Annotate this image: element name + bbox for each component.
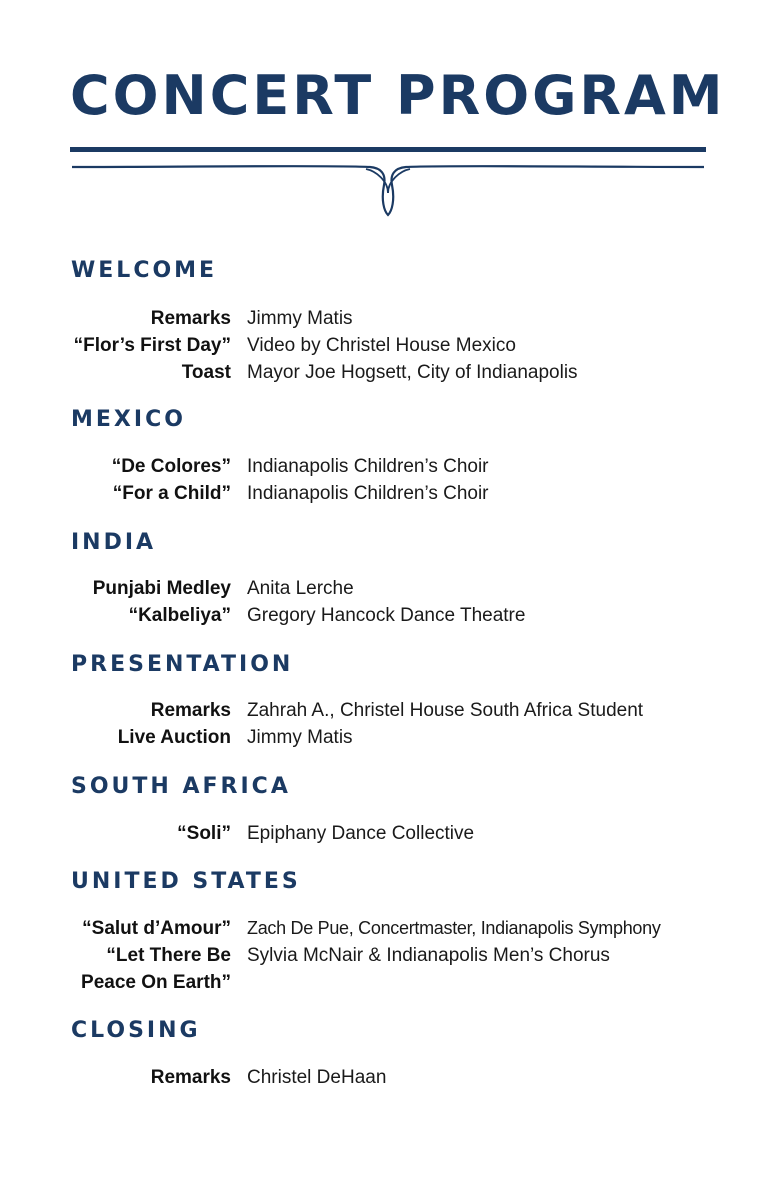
program-item-performer: Mayor Joe Hogsett, City of Indianapolis (247, 362, 578, 383)
program-item-label: Toast (181, 362, 231, 383)
program-row (0, 820, 776, 847)
section-heading-closing: CLOSING (71, 1018, 201, 1043)
program-item-performer: Christel DeHaan (247, 1067, 387, 1088)
program-item-performer: Video by Christel House Mexico (247, 335, 516, 356)
program-item-performer: Jimmy Matis (247, 308, 353, 329)
section-heading-south-africa: SOUTH AFRICA (71, 774, 291, 799)
program-item-performer: Epiphany Dance Collective (247, 823, 475, 844)
program-row (0, 305, 776, 332)
program-row (0, 602, 776, 629)
program-row (0, 332, 776, 359)
page-title: CONCERT PROGRAM (70, 64, 726, 127)
program-item-label: Punjabi Medley (92, 578, 231, 599)
program-item-performer: Indianapolis Children’s Choir (247, 483, 489, 504)
section-heading-mexico: MEXICO (71, 407, 186, 432)
program-item-label: “For a Child” (112, 483, 231, 504)
program-item-performer: Zahrah A., Christel House South Africa Student (247, 700, 644, 721)
program-item-performer: Anita Lerche (247, 578, 354, 599)
program-row (0, 359, 776, 386)
section-heading-presentation: PRESENTATION (71, 652, 294, 677)
program-item-performer: Gregory Hancock Dance Theatre (247, 605, 526, 626)
program-row (0, 480, 776, 507)
program-item-label: “Salut d’Amour” (82, 918, 231, 939)
program-item-label: “Let There Be Peace On Earth” (81, 945, 231, 993)
program-row (0, 697, 776, 724)
program-row (0, 942, 776, 996)
program-row (0, 453, 776, 480)
program-item-label: “Kalbeliya” (128, 605, 231, 626)
program-row (0, 575, 776, 602)
program-item-performer: Zach De Pue, Concertmaster, Indianapolis Symphony (247, 918, 661, 938)
program-item-label: Remarks (150, 700, 231, 721)
section-heading-welcome: WELCOME (71, 258, 218, 283)
program-item-performer: Sylvia McNair & Indianapolis Men’s Chorus (247, 945, 610, 966)
program-item-label: Remarks (150, 308, 231, 329)
title-divider-ornament (70, 145, 706, 220)
program-row (0, 724, 776, 751)
program-item-performer: Indianapolis Children’s Choir (247, 456, 489, 477)
program-row (0, 1064, 776, 1091)
program-item-label: “De Colores” (111, 456, 231, 477)
program-item-performer: Jimmy Matis (247, 727, 353, 748)
program-item-label: “Soli” (177, 823, 231, 844)
program-item-label: “Flor’s First Day” (73, 335, 231, 356)
program-row (0, 915, 776, 942)
section-heading-united-states: UNITED STATES (71, 869, 301, 894)
program-item-label: Remarks (150, 1067, 231, 1088)
section-heading-india: INDIA (71, 530, 157, 555)
program-item-label: Live Auction (117, 727, 231, 748)
